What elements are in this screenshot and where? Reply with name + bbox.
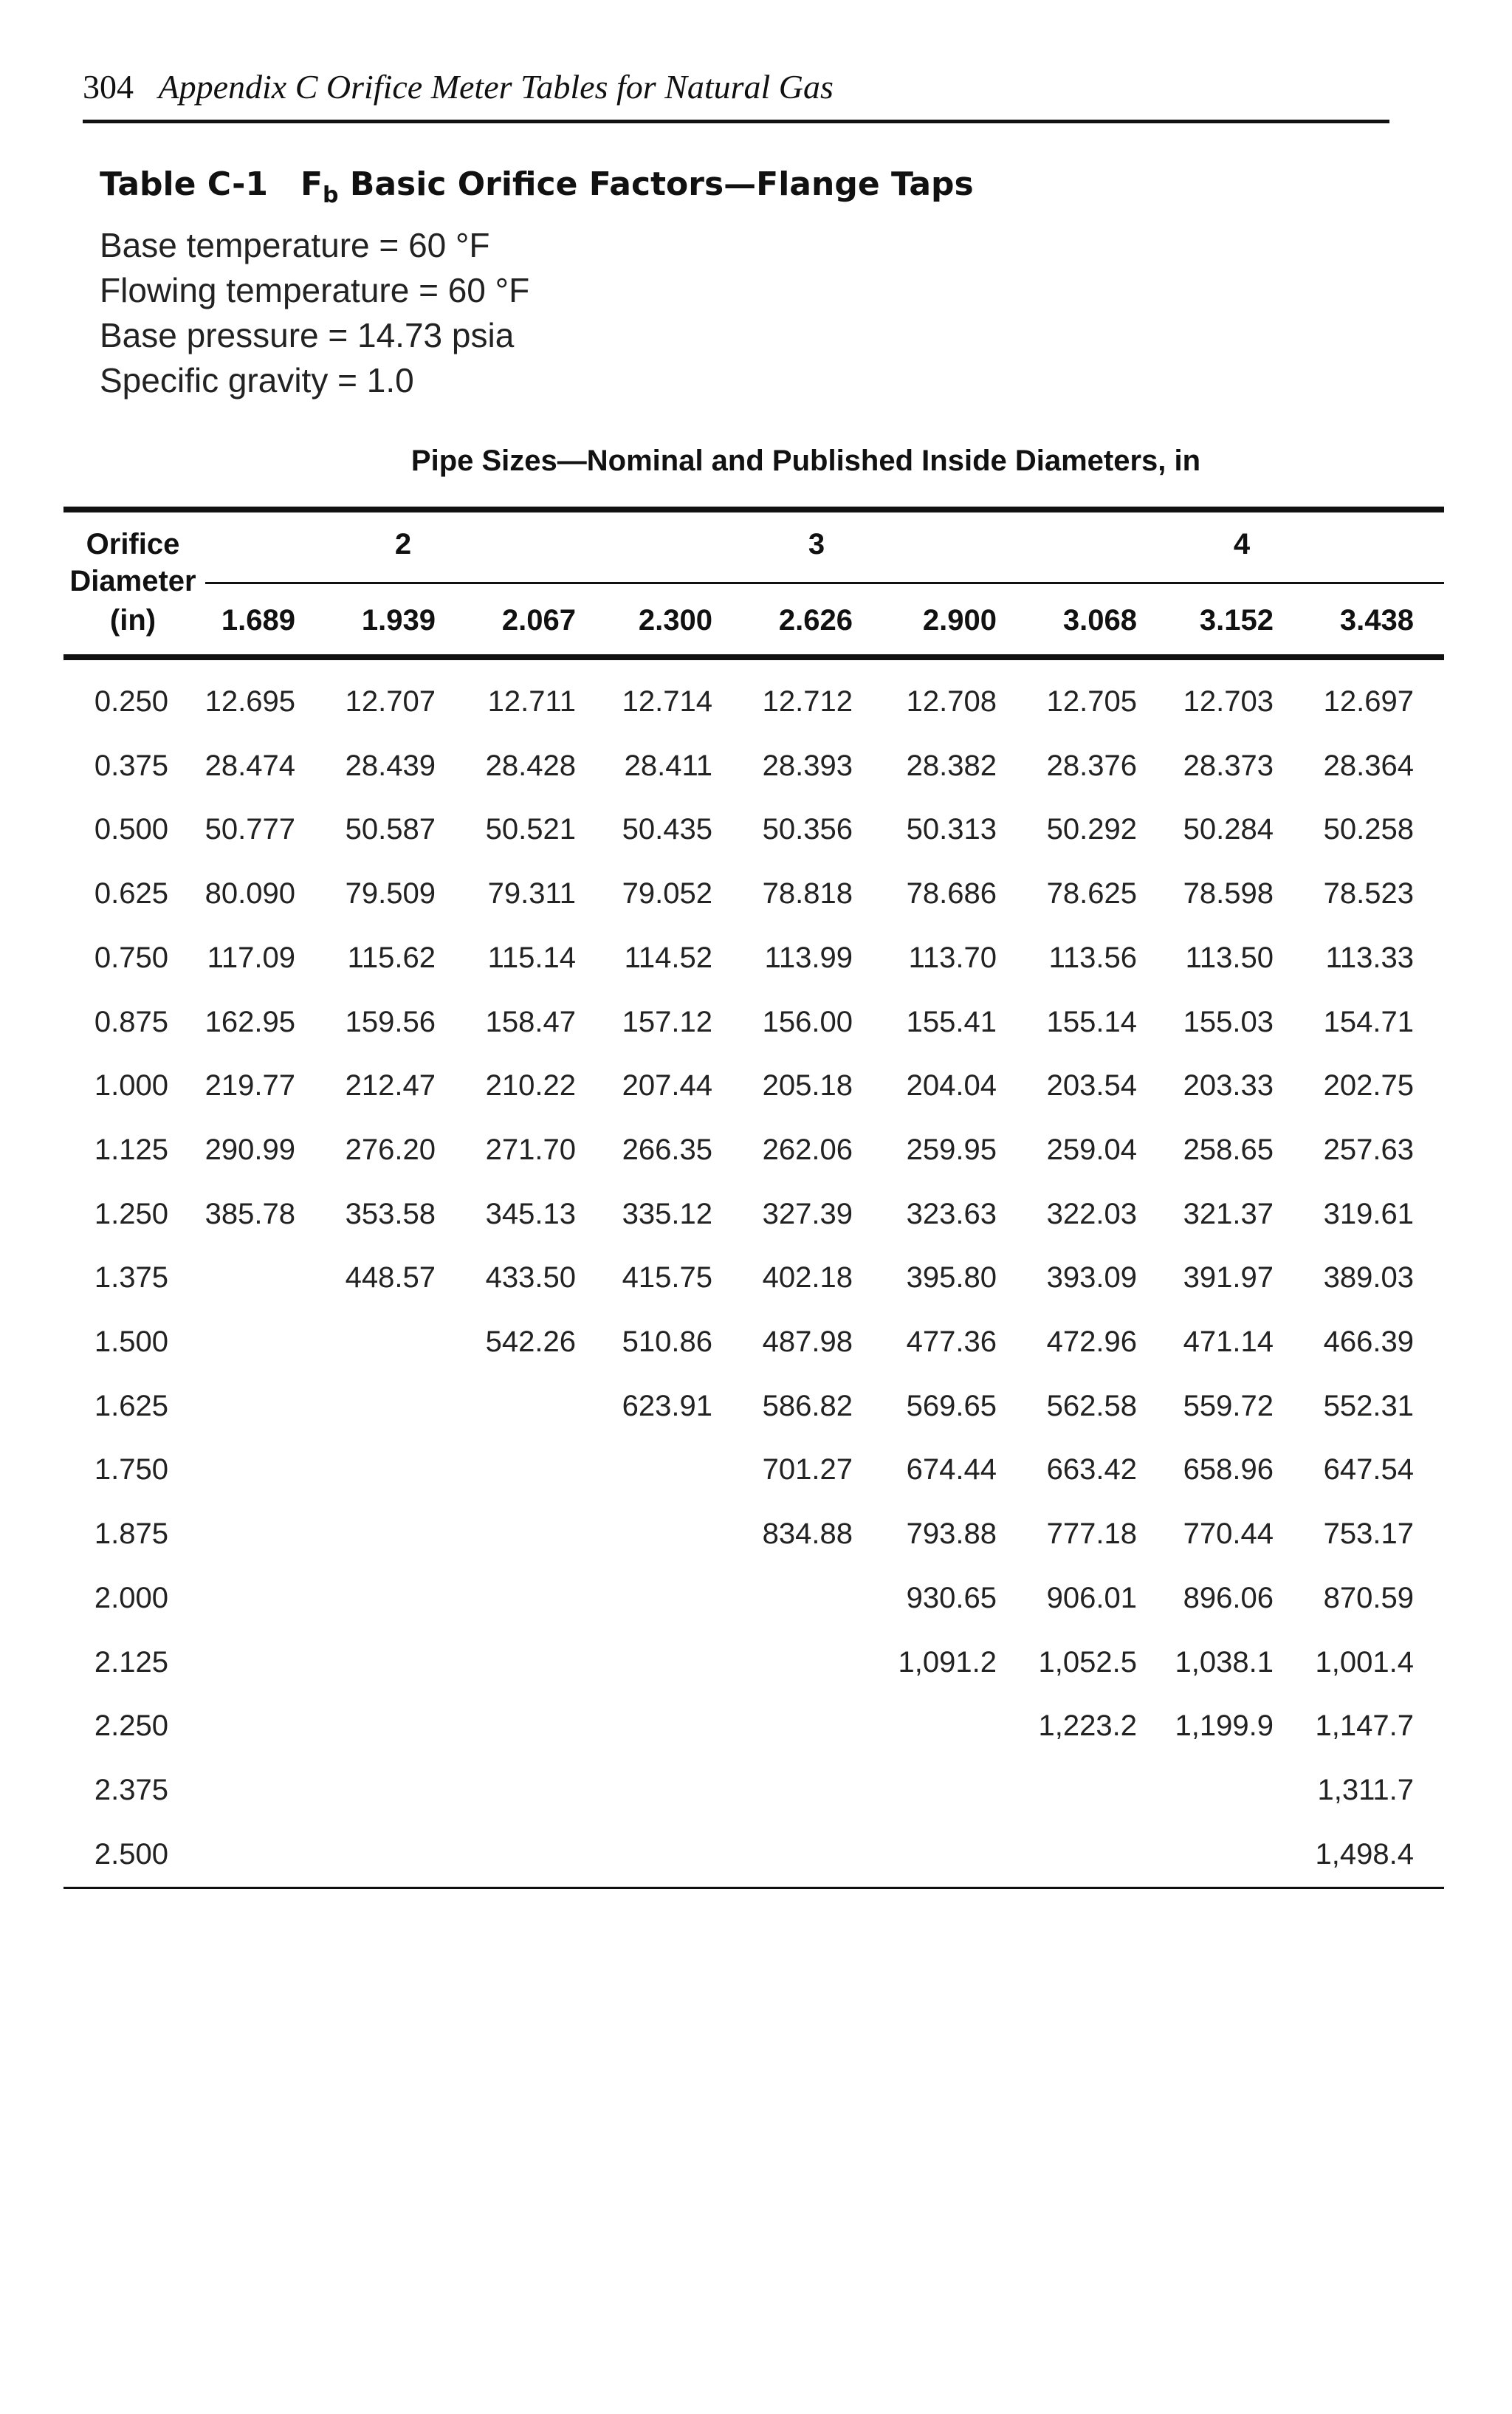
- factor-cell: 117.09: [207, 941, 295, 974]
- factor-cell: 391.97: [1183, 1261, 1274, 1295]
- factor-cell: 402.18: [762, 1261, 853, 1295]
- inside-diameter-header: 3.438: [1339, 604, 1414, 637]
- factor-cell: 207.44: [622, 1069, 712, 1103]
- factor-cell: 113.99: [764, 941, 853, 974]
- factor-cell: 623.91: [622, 1389, 712, 1422]
- factor-cell: 50.521: [485, 813, 576, 846]
- table-row: [0, 1128, 1512, 1172]
- factor-cell: 510.86: [622, 1326, 712, 1358]
- table-top-rule: [63, 507, 1444, 512]
- factor-cell: 472.96: [1046, 1326, 1137, 1358]
- inside-diameter-header: 3.152: [1199, 604, 1274, 637]
- table-row: [0, 1000, 1512, 1044]
- factor-cell: 753.17: [1323, 1518, 1414, 1551]
- factor-cell: 12.711: [487, 685, 576, 718]
- factor-cell: 80.090: [205, 877, 295, 911]
- pipe-sizes-header: Pipe Sizes—Nominal and Published Inside Diameters, in: [410, 445, 1201, 477]
- factor-cell: 50.435: [622, 813, 712, 846]
- factor-cell: 559.72: [1183, 1389, 1274, 1422]
- table-row: [0, 1447, 1512, 1492]
- factor-cell: 327.39: [762, 1197, 853, 1230]
- factor-cell: 12.707: [345, 685, 436, 718]
- condition-base-pressure: Base pressure = 14.73 psia: [100, 316, 515, 354]
- factor-cell: 78.625: [1046, 877, 1137, 911]
- orifice-diameter-cell: 0.500: [94, 813, 168, 846]
- factor-cell: 50.777: [205, 813, 295, 846]
- orifice-diameter-cell: 2.500: [94, 1837, 168, 1870]
- factor-cell: 28.411: [624, 749, 712, 782]
- factor-cell: 1,091.2: [898, 1645, 997, 1679]
- factor-cell: 155.14: [1046, 1005, 1137, 1038]
- factor-cell: 322.03: [1046, 1197, 1137, 1230]
- factor-cell: 930.65: [906, 1581, 997, 1614]
- factor-cell: 562.58: [1046, 1389, 1137, 1422]
- table-row: [0, 1512, 1512, 1556]
- factor-cell: 793.88: [906, 1518, 997, 1551]
- factor-cell: 433.50: [485, 1261, 576, 1295]
- factor-cell: 1,199.9: [1175, 1710, 1274, 1743]
- factor-cell: 50.313: [906, 813, 997, 846]
- table-row: [0, 936, 1512, 980]
- factor-cell: 1,498.4: [1315, 1837, 1414, 1870]
- factor-cell: 1,001.4: [1315, 1645, 1414, 1679]
- factor-cell: 448.57: [345, 1261, 436, 1295]
- factor-cell: 154.71: [1323, 1005, 1414, 1038]
- factor-cell: 50.258: [1323, 813, 1414, 846]
- header-rule: [83, 120, 1389, 123]
- orifice-diameter-cell: 0.375: [94, 749, 168, 782]
- factor-cell: 321.37: [1183, 1197, 1274, 1230]
- table-row: [0, 1768, 1512, 1812]
- inside-diameter-header: 2.900: [922, 604, 997, 637]
- factor-cell: 158.47: [485, 1005, 576, 1038]
- factor-cell: 385.78: [205, 1197, 295, 1230]
- factor-cell: 271.70: [485, 1133, 576, 1166]
- factor-cell: 155.03: [1183, 1005, 1274, 1038]
- factor-cell: 586.82: [762, 1389, 853, 1422]
- factor-cell: 335.12: [622, 1197, 712, 1230]
- factor-cell: 28.428: [485, 749, 576, 782]
- factor-cell: 415.75: [622, 1261, 712, 1295]
- factor-cell: 870.59: [1323, 1581, 1414, 1614]
- factor-cell: 834.88: [762, 1518, 853, 1551]
- orifice-diameter-cell: 0.250: [94, 685, 168, 718]
- table-title: [100, 164, 974, 216]
- factor-cell: 202.75: [1323, 1069, 1414, 1103]
- orifice-header-line3: (in): [109, 604, 157, 637]
- factor-cell: 212.47: [345, 1069, 436, 1103]
- factor-cell: 12.705: [1046, 685, 1137, 718]
- factor-cell: 701.27: [762, 1453, 853, 1487]
- orifice-diameter-cell: 0.625: [94, 877, 168, 911]
- table-row: [0, 679, 1512, 724]
- factor-cell: 12.697: [1323, 685, 1414, 718]
- factor-cell: 28.382: [906, 749, 997, 782]
- orifice-diameter-cell: 2.000: [94, 1581, 168, 1614]
- factor-cell: 674.44: [906, 1453, 997, 1487]
- orifice-diameter-cell: 1.500: [94, 1326, 168, 1358]
- table-row: [0, 1063, 1512, 1108]
- orifice-diameter-cell: 1.875: [94, 1518, 168, 1551]
- orifice-diameter-cell: 2.125: [94, 1645, 168, 1679]
- condition-base-temperature: Base temperature = 60 °F: [100, 226, 490, 264]
- table-row: [0, 1704, 1512, 1748]
- factor-cell: 257.63: [1323, 1133, 1414, 1166]
- factor-cell: 28.373: [1183, 749, 1274, 782]
- table-row: [0, 744, 1512, 788]
- table-row: [0, 1640, 1512, 1684]
- table-row: [0, 1384, 1512, 1428]
- condition-specific-gravity: Specific gravity = 1.0: [100, 361, 414, 400]
- factor-cell: 276.20: [345, 1133, 436, 1166]
- factor-cell: 113.56: [1048, 941, 1137, 974]
- factor-cell: 353.58: [345, 1197, 436, 1230]
- factor-cell: 262.06: [762, 1133, 853, 1166]
- factor-cell: 777.18: [1046, 1518, 1137, 1551]
- factor-cell: 50.587: [345, 813, 436, 846]
- factor-cell: 78.598: [1183, 877, 1274, 911]
- factor-cell: 157.12: [622, 1005, 712, 1038]
- factor-cell: 259.95: [906, 1133, 997, 1166]
- header-bottom-rule: [63, 654, 1444, 660]
- factor-cell: 393.09: [1046, 1261, 1137, 1295]
- factor-cell: 1,052.5: [1038, 1645, 1137, 1679]
- factor-cell: 115.14: [487, 941, 576, 974]
- inside-diameter-header: 1.689: [221, 604, 295, 637]
- inside-diameter-header: 2.067: [501, 604, 576, 637]
- factor-cell: 389.03: [1323, 1261, 1414, 1295]
- factor-cell: 78.686: [906, 877, 997, 911]
- factor-cell: 290.99: [205, 1133, 295, 1166]
- table-title-text: Basic Orifice Factors—Flange Taps: [349, 165, 974, 203]
- factor-cell: 159.56: [345, 1005, 436, 1038]
- orifice-diameter-cell: 1.250: [94, 1197, 168, 1230]
- nominal-size-4: 4: [1233, 528, 1251, 560]
- orifice-diameter-cell: 0.875: [94, 1005, 168, 1038]
- factor-cell: 219.77: [205, 1069, 295, 1103]
- factor-cell: 1,223.2: [1038, 1710, 1137, 1743]
- running-head: [83, 65, 834, 109]
- factor-cell: 323.63: [906, 1197, 997, 1230]
- table-row: [0, 807, 1512, 851]
- factor-cell: 395.80: [906, 1261, 997, 1295]
- orifice-diameter-cell: 2.375: [94, 1773, 168, 1806]
- table-row: [0, 1320, 1512, 1364]
- factor-cell: 319.61: [1323, 1197, 1414, 1230]
- factor-cell: 203.33: [1183, 1069, 1274, 1103]
- orifice-header-line1: Orifice: [86, 528, 180, 560]
- factor-cell: 12.703: [1183, 685, 1274, 718]
- factor-cell: 28.474: [205, 749, 295, 782]
- factor-cell: 203.54: [1046, 1069, 1137, 1103]
- nominal-size-2: 2: [394, 528, 412, 560]
- factor-cell: 12.695: [205, 685, 295, 718]
- factor-cell: 487.98: [762, 1326, 853, 1358]
- factor-cell: 156.00: [762, 1005, 853, 1038]
- factor-cell: 115.62: [347, 941, 436, 974]
- table-row: [0, 871, 1512, 916]
- factor-cell: 162.95: [205, 1005, 295, 1038]
- factor-cell: 658.96: [1183, 1453, 1274, 1487]
- factor-cell: 204.04: [906, 1069, 997, 1103]
- factor-cell: 205.18: [762, 1069, 853, 1103]
- factor-cell: 28.439: [345, 749, 436, 782]
- factor-cell: 50.284: [1183, 813, 1274, 846]
- factor-cell: 79.311: [487, 877, 576, 911]
- factor-cell: 477.36: [906, 1326, 997, 1358]
- running-head-title: Appendix C Orifice Meter Tables for Natural Gas: [158, 68, 834, 106]
- factor-cell: 663.42: [1046, 1453, 1137, 1487]
- factor-cell: 79.052: [622, 877, 712, 911]
- factor-cell: 50.292: [1046, 813, 1137, 846]
- factor-cell: 12.712: [762, 685, 853, 718]
- orifice-diameter-cell: 1.125: [94, 1133, 168, 1166]
- factor-cell: 542.26: [485, 1326, 576, 1358]
- factor-cell: 466.39: [1323, 1326, 1414, 1358]
- factor-cell: 155.41: [906, 1005, 997, 1038]
- inside-diameter-header: 3.068: [1062, 604, 1137, 637]
- nominal-size-rule: [205, 582, 1444, 584]
- factor-cell: 114.52: [624, 941, 712, 974]
- conditions-block: [100, 223, 529, 403]
- factor-cell: 1,311.7: [1317, 1773, 1414, 1806]
- factor-cell: 647.54: [1323, 1453, 1414, 1487]
- factor-cell: 1,147.7: [1315, 1710, 1414, 1743]
- orifice-diameter-cell: 2.250: [94, 1710, 168, 1743]
- nominal-size-3: 3: [808, 528, 825, 560]
- factor-cell: 79.509: [345, 877, 436, 911]
- factor-cell: 259.04: [1046, 1133, 1137, 1166]
- factor-cell: 345.13: [485, 1197, 576, 1230]
- orifice-diameter-cell: 0.750: [94, 941, 168, 974]
- orifice-diameter-cell: 1.000: [94, 1069, 168, 1103]
- factor-subscript: b: [323, 182, 339, 208]
- orifice-header-line2: Diameter: [69, 565, 196, 597]
- factor-cell: 113.33: [1325, 941, 1414, 974]
- table-bottom-rule: [63, 1887, 1444, 1889]
- page-number: 304: [83, 68, 134, 106]
- factor-cell: 210.22: [485, 1069, 576, 1103]
- factor-cell: 28.376: [1046, 749, 1137, 782]
- inside-diameter-header: 1.939: [361, 604, 436, 637]
- factor-cell: 12.714: [622, 685, 712, 718]
- factor-cell: 113.70: [908, 941, 997, 974]
- table-row: [0, 1192, 1512, 1236]
- factor-cell: 28.393: [762, 749, 853, 782]
- factor-symbol: F: [300, 165, 323, 203]
- table-row: [0, 1832, 1512, 1876]
- orifice-diameter-cell: 1.375: [94, 1261, 168, 1295]
- table-row: [0, 1576, 1512, 1620]
- orifice-diameter-cell: 1.750: [94, 1453, 168, 1487]
- factor-cell: 552.31: [1323, 1389, 1414, 1422]
- inside-diameter-header: 2.626: [778, 604, 853, 637]
- factor-cell: 78.818: [762, 877, 853, 911]
- factor-cell: 28.364: [1323, 749, 1414, 782]
- table-row: [0, 1255, 1512, 1300]
- factor-cell: 896.06: [1183, 1581, 1274, 1614]
- inside-diameter-header: 2.300: [638, 604, 712, 637]
- table-label: Table C-1: [100, 165, 268, 203]
- factor-cell: 78.523: [1323, 877, 1414, 911]
- factor-cell: 1,038.1: [1175, 1645, 1274, 1679]
- factor-cell: 569.65: [906, 1389, 997, 1422]
- factor-cell: 258.65: [1183, 1133, 1274, 1166]
- factor-cell: 471.14: [1183, 1326, 1274, 1358]
- factor-cell: 770.44: [1183, 1518, 1274, 1551]
- orifice-diameter-cell: 1.625: [94, 1389, 168, 1422]
- factor-cell: 12.708: [906, 685, 997, 718]
- factor-cell: 906.01: [1046, 1581, 1137, 1614]
- condition-flowing-temperature: Flowing temperature = 60 °F: [100, 271, 530, 309]
- factor-cell: 266.35: [622, 1133, 712, 1166]
- factor-cell: 113.50: [1185, 941, 1274, 974]
- factor-cell: 50.356: [762, 813, 853, 846]
